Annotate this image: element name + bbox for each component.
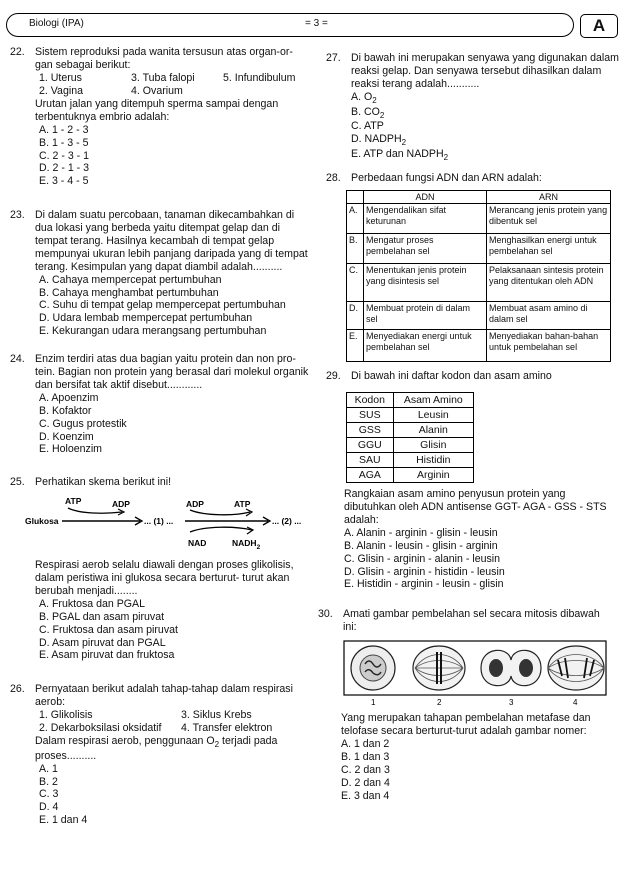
table-cell: B. [347,234,364,264]
table-cell: Menentukan jenis protein yang disintesis sel [364,264,487,302]
question-number: 26. [10,683,25,695]
table-cell: Menyediakan energi untuk pembelahan sel [364,330,487,362]
atp-label-2: ATP [234,499,251,509]
question-text: mempunyai ukuran lebih panjang daripada yang di tempat [35,247,308,260]
question-text: proses.......... [35,749,97,762]
question-text: Sistem reproduksi pada wanita tersusun atas organ-or- [35,46,293,58]
answer-option[interactable]: D. Glisin - arginin - histidin - leusin [344,565,505,578]
step-1-label: ... (1) ... [144,516,174,526]
question-text: Dalam respirasi aerob, penggunaan $O_2$ terjadi pada [35,734,278,749]
question-text-part: terjadi pada [222,734,278,747]
scheme-arrow [190,510,250,515]
answer-option[interactable]: B. PGAL dan asam piruvat [39,610,165,623]
question-number: 22. [10,46,25,58]
stage-item: 3. Siklus Krebs [181,708,252,721]
answer-option[interactable]: D. $NADPH_2$ [351,133,407,148]
question-text: Di bawah ini daftar kodon dan asam amino [351,370,552,382]
answer-option[interactable]: C. Suhu di tempat gelap mempercepat pertumbuhan [39,299,286,312]
table-cell: Alanin [393,423,473,438]
table-row [347,423,474,438]
answer-option[interactable]: C. ATP [351,120,384,133]
cell-2-image [413,646,465,690]
figure-label: 3 [509,698,514,707]
table-row [347,468,474,483]
table-cell: Menghasilkan energi untuk pembelahan sel [487,234,611,264]
table-cell: Membuat asam amino di dalam sel [487,302,611,330]
answer-option[interactable]: B. $CO_2$ [351,105,385,120]
answer-option[interactable]: E. 3 dan 4 [341,789,390,802]
question-text: tein. Bagian non protein yang berasal dari molekul organik [35,365,309,378]
answer-option[interactable]: B. 1 - 3 - 5 [39,136,89,149]
adn-arn-table [346,190,611,362]
page-number: = 3 = [305,18,328,29]
nadh-label: NADH [232,538,257,548]
subject-label: Biologi (IPA) [29,18,84,29]
answer-option[interactable]: E. ATP dan $NADPH_2$ [351,148,449,163]
answer-option[interactable]: D. 2 - 1 - 3 [39,162,90,175]
cell-4-image [548,646,604,690]
answer-option[interactable]: B. Alanin - leusin - glisin - arginin [344,539,498,552]
table-cell: E. [347,330,364,362]
option-text: E. ATP dan NADPH [351,148,444,161]
table-cell: Merancang jenis protein yang dibentuk sel [487,204,611,234]
table-cell: Glisin [393,438,473,453]
question-text: Respirasi aerob selalu diawali dengan proses glikolisis, [35,559,294,571]
question-text: reaksi gelap. Dan senyawa tersebut dihasilkan dalam [351,64,602,77]
question-text: Perhatikan skema berikut ini! [35,476,172,488]
scheme-arrow [190,527,252,532]
option-text: D. NADPH [351,133,402,146]
answer-option[interactable]: C. 2 dan 3 [341,763,390,776]
question-text: Di bawah ini merupakan senyawa yang digunakan dalam [351,52,619,64]
answer-option[interactable]: C. 2 - 3 - 1 [39,149,90,162]
header-bar [6,13,574,37]
answer-option[interactable]: A. 1 - 2 - 3 [39,123,89,136]
table-header-cell: ARN [487,191,611,204]
table-header-cell: Kodon [347,393,394,408]
cell-1-image [351,646,395,690]
table-row [347,264,611,302]
answer-option[interactable]: D. Koenzim [39,430,94,443]
table-header-cell [347,191,364,204]
stage-item: 2. Dekarboksilasi oksidatif [39,721,162,734]
atp-label-1: ATP [65,496,82,506]
question-text: aerob: [35,695,66,708]
figure-label: 1 [371,698,376,707]
answer-option[interactable]: D. Udara lembab mempercepat pertumbuhan [39,312,253,325]
question-text: telofase secara berturut-turut adalah gambar nomer: [341,724,587,737]
version-badge: A [580,14,618,38]
question-number: 24. [10,353,25,365]
option-text: A. O [351,90,373,103]
question-text-part: Dalam respirasi aerob, penggunaan O [35,734,215,747]
table-header-row [347,393,474,408]
table-cell: A. [347,204,364,234]
answer-option[interactable]: A. Fruktosa dan PGAL [39,597,145,610]
question-text: berubah menjadi........ [35,584,138,597]
question-text: Rangkaian asam amino penyusun protein yang [344,488,566,500]
question-text: Urutan jalan yang ditempuh sperma sampai dengan [35,97,279,110]
answer-option[interactable]: C. Glisin - arginin - alanin - leusin [344,552,501,565]
answer-option[interactable]: B. 1 dan 3 [341,750,390,763]
mitosis-figure [343,640,609,708]
table-cell: Leusin [393,408,473,423]
question-text: Perbedaan fungsi ADN dan ARN adalah: [351,172,542,184]
table-cell: D. [347,302,364,330]
table-cell: Histidin [393,453,473,468]
table-header-cell: ADN [364,191,487,204]
table-cell: Pelaksanaan sintesis protein yang ditentukan oleh ADN [487,264,611,302]
nad-label: NAD [188,538,207,548]
stage-item: 1. Glikolisis [39,708,93,721]
option-text: B. CO [351,105,380,118]
question-text: tempat terang. Hasilnya kecambah di tempat gelap [35,234,275,247]
answer-option[interactable]: D. 2 dan 4 [341,776,390,789]
step-2-label: ... (2) ... [272,516,302,526]
question-text: terbentuknya embrio adalah: [35,110,170,123]
adp-label-2: ADP [186,499,204,509]
table-cell: AGA [347,468,394,483]
question-number: 28. [326,172,341,184]
glycolysis-scheme [10,492,310,558]
question-text: Enzim terdiri atas dua bagian yaitu protein dan non pro- [35,353,296,365]
table-row [347,408,474,423]
table-row [347,438,474,453]
question-number: 23. [10,209,25,221]
question-text: dibutuhkan oleh ADN antisense GGT- AGA - GSS - STS [344,500,607,513]
question-text: Di dalam suatu percobaan, tanaman dikecambahkan di [35,209,295,221]
table-cell: GGU [347,438,394,453]
answer-option[interactable]: E. Holoenzim [39,443,102,456]
svg-text:NADH2 [232,538,261,551]
answer-option[interactable]: D. Asam piruvat dan PGAL [39,636,166,649]
question-text: Amati gambar pembelahan sel secara mitosis dibawah [343,608,600,620]
organ-item: 2. Vagina [39,84,83,97]
figure-label: 2 [437,698,442,707]
table-row [347,234,611,264]
answer-option[interactable]: D. 4 [39,801,59,814]
question-text: dalam peristiwa ini glukosa secara berturut- turut akan [35,571,290,584]
codon-table [346,392,474,483]
nadh-subscript: 2 [256,544,261,551]
answer-option[interactable]: B. 2 [39,775,58,788]
glukosa-label: Glukosa [25,516,59,526]
answer-option[interactable]: E. Asam piruvat dan fruktosa [39,649,175,662]
cell-3-image [481,650,541,685]
table-cell: Membuat protein di dalam sel [364,302,487,330]
answer-option[interactable]: A. Apoenzim [39,391,99,404]
question-number: 27. [326,52,341,64]
answer-option[interactable]: E. 3 - 4 - 5 [39,175,89,188]
answer-option[interactable]: A. $O_2$ [351,90,377,105]
answer-option[interactable]: A. 1 [39,762,58,775]
table-cell: C. [347,264,364,302]
table-row [347,453,474,468]
answer-option[interactable]: B. Kofaktor [39,404,92,417]
table-cell: SUS [347,408,394,423]
question-number: 29. [326,370,341,382]
scheme-arrowhead [247,527,253,534]
question-number: 30. [318,608,333,620]
question-text: Yang merupakan tahapan pembelahan metafase dan [341,712,591,724]
question-text: dua lokasi yang berbeda yaitu ditempat gelap dan di [35,221,281,234]
organ-item: 4. Ovarium [131,84,183,97]
question-text: terang. Kesimpulan yang dapat diambil adalah.......... [35,260,283,273]
table-cell: GSS [347,423,394,438]
answer-option[interactable]: C. 3 [39,788,59,801]
organ-item: 5. Infundibulum [223,71,296,84]
table-cell: Menyediakan bahan-bahan untuk pembelahan sel [487,330,611,362]
answer-option[interactable]: B. Cahaya menghambat pertumbuhan [39,286,219,299]
organ-item: 3. Tuba falopi [131,71,195,84]
table-header-cell: Asam Amino [393,393,473,408]
question-text: adalah: [344,513,379,526]
question-text: gan sebagai berikut: [35,58,131,71]
answer-option[interactable]: A. Cahaya mempercepat pertumbuhan [39,273,222,286]
stage-item: 4. Transfer elektron [181,721,273,734]
answer-option[interactable]: A. Alanin - arginin - glisin - leusin [344,526,498,539]
table-cell: Arginin [393,468,473,483]
table-cell: Mengendalikan sifat keturunan [364,204,487,234]
answer-option[interactable]: E. 1 dan 4 [39,814,88,827]
table-row [347,330,611,362]
table-cell: SAU [347,453,394,468]
question-text: ini: [343,620,357,633]
organ-item: 1. Uterus [39,71,82,84]
table-header-row [347,191,611,204]
answer-option[interactable]: A. 1 dan 2 [341,737,390,750]
answer-option[interactable]: C. Gugus protestik [39,417,127,430]
table-cell: Mengatur proses pembelahan sel [364,234,487,264]
question-text: Pernyataan berikut adalah tahap-tahap dalam respirasi [35,683,293,695]
question-text: reaksi terang adalah........... [351,77,480,90]
answer-option[interactable]: E. Histidin - arginin - leusin - glisin [344,578,504,591]
answer-option[interactable]: E. Kekurangan udara merangsang pertumbuhan [39,325,267,338]
adp-label-1: ADP [112,499,130,509]
answer-option[interactable]: C. Fruktosa dan asam piruvat [39,623,178,636]
question-text: dan bersifat tak aktif disebut............ [35,378,203,391]
figure-label: 4 [573,698,578,707]
table-row [347,302,611,330]
question-number: 25. [10,476,25,488]
table-row [347,204,611,234]
